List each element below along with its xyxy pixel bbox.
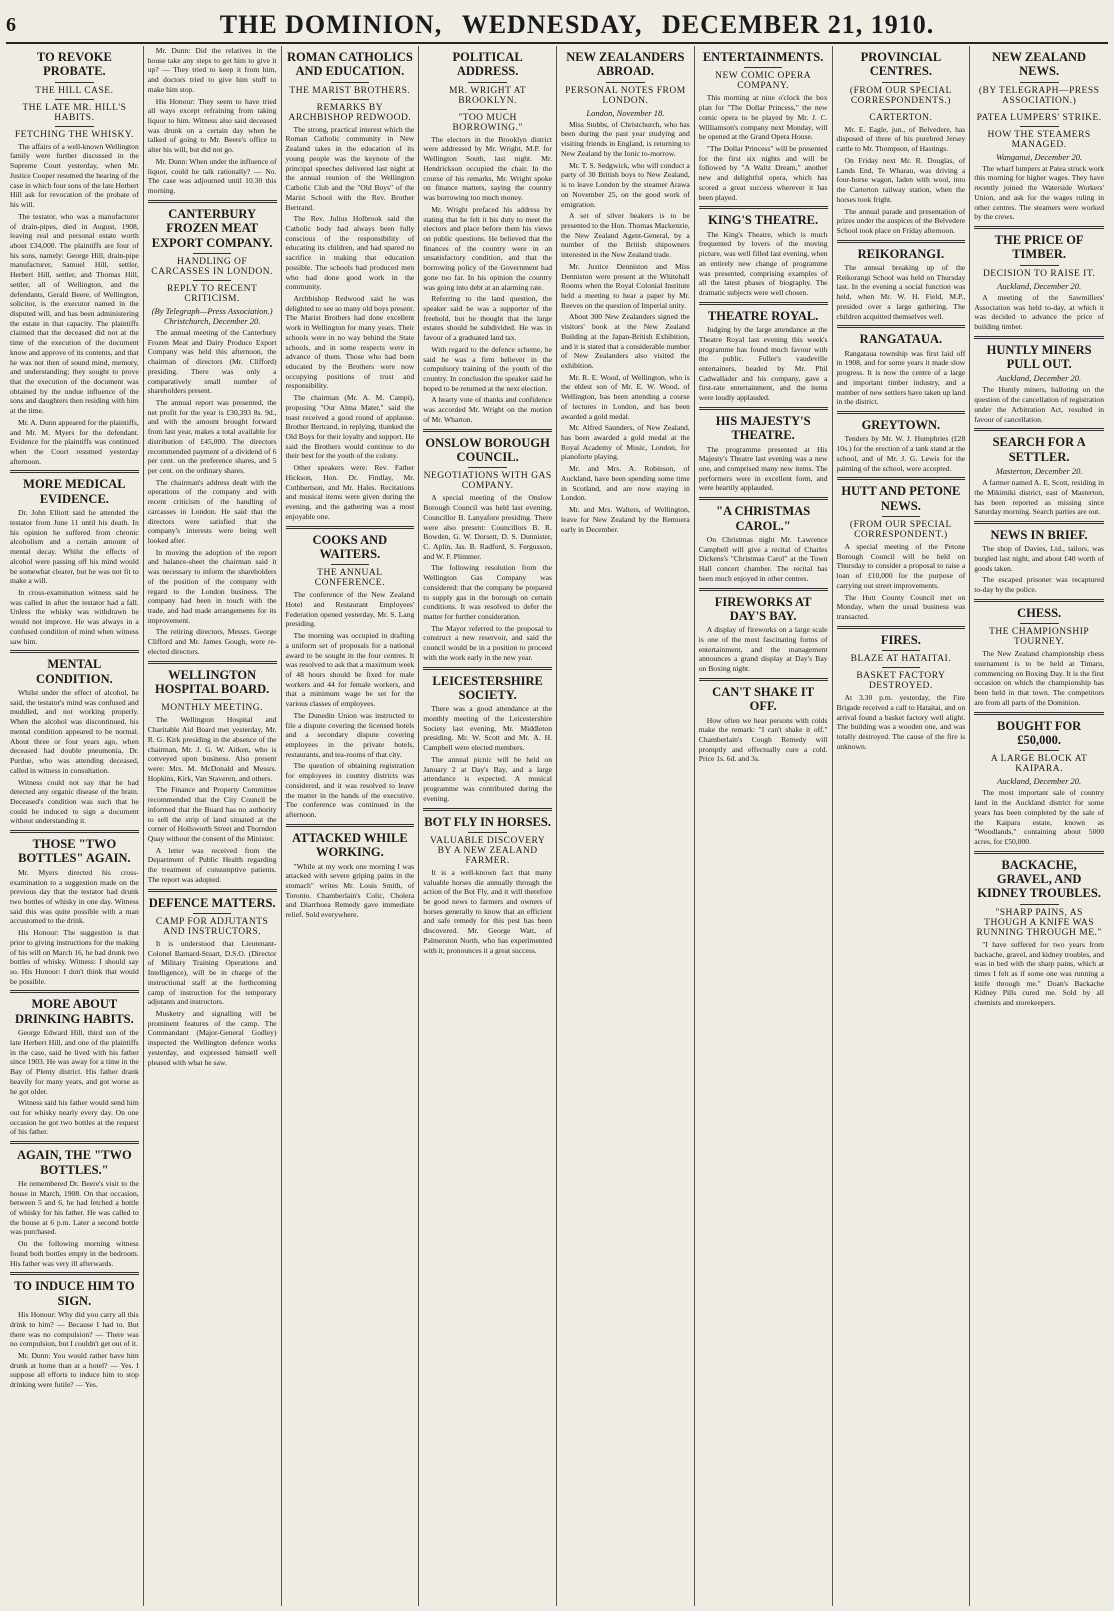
divider [423, 429, 552, 432]
article-headline: BOT FLY IN HORSES. [424, 814, 551, 829]
article-subhead: HOW THE STEAMERS MANAGED. [987, 129, 1091, 150]
divider [974, 712, 1104, 715]
article-subhead: THE CHAMPIONSHIP TOURNEY. [989, 627, 1090, 648]
short-rule [744, 67, 783, 68]
article-headline: THEATRE ROYAL. [707, 308, 819, 323]
article-subhead: THE ANNUAL CONFERENCE. [314, 568, 385, 589]
paragraph: Mr. Alfred Saunders, of New Zealand, has been awarded a gold medal at the Royal Academy of Music, London, for pianoforte playing. [561, 423, 690, 462]
article-subhead: "SHARP PAINS, AS THOUGH A KNIFE WAS RUNNING THROUGH ME." [976, 907, 1102, 938]
paragraph: A farmer named A. E. Scott, residing in the Mikimiki district, east of Masterton, has been reported as missing since Saturday morning. Search parties are out. [974, 478, 1104, 517]
divider [837, 411, 966, 414]
column-8 [970, 46, 1108, 1606]
paragraph: On the following morning witness found both bottles empty in the bedroom. His father was very ill afterwards. [10, 1239, 139, 1268]
divider [974, 428, 1104, 431]
article-subhead: THE LATE MR. HILL'S HABITS. [22, 102, 127, 123]
paragraph: The New Zealand championship chess tournament is to be held at Timaru, commencing on Boxing Day. It is the first occasion on which the championship has been held in that town. The competitors are from all parts of the Dominion. [974, 649, 1104, 707]
paragraph: Mr. T. S. Sedgwick, who will conduct a party of 30 British boys to New Zealand, is to leave London by the steamer Arawa on November 25, on the good work of emigration. [561, 160, 690, 209]
paragraph: The electors in the Brooklyn district were addressed by Mr. Wright, M.P. for Wellington South, last night. Mr. Hendrickson occupied the chair. In the course of his remarks, Mr. Wright spoke on finance matters, saying the country was borrowing too much money. [423, 134, 552, 203]
paragraph: At 3.30 p.m. yesterday, the Fire Brigade received a call to Hataitai, and on arrival found a basket factory well alight. The building was a wooden one, and was totally destroyed. The cause of the fire is unknown. [836, 693, 966, 751]
paragraph: "While at my work one morning I was attacked with severe griping pains in the stomach" writes Mr. Louis Smith, of Toronto. Chamberlain's Colic, Cholera and Diarrhoea Remedy gave immediate relief. Sold everywhere. [285, 861, 415, 920]
column-1 [6, 46, 144, 1606]
dateline: London, November 18. [586, 107, 665, 118]
article [10, 650, 139, 826]
paragraph: George Edward Hill, third son of the late Herbert Hill, and one of the plaintiffs in the case, said he lived with his father since 1903. He was away for a time in the Bay of Plenty district. His father drank heavily for many years, and got worse as he got older. [10, 1028, 139, 1096]
article-headline: HIS MAJESTY'S THEATRE. [715, 413, 811, 443]
article [837, 477, 966, 622]
short-rule [882, 109, 921, 110]
article-subhead: DECISION TO RAISE IT. [982, 268, 1096, 279]
paragraph: With regard to the defence scheme, he said he was a firm believer in the compulsory training of the youth of the country. In conclusion the speaker said he hoped to be returned at the next election. [423, 344, 552, 393]
paragraph: The chairman (Mr. A. M. Campi), proposing "Our Alma Mater," said the toast received a good round of applause. Brother Bertrand, in replying, thanked the Old Boys for their loyalty and support. He said the Brothers would continue to do their best for the youth of the colony. [285, 393, 415, 461]
article [423, 808, 552, 956]
article [10, 830, 139, 986]
article [10, 1272, 139, 1390]
paragraph: It is a well-known fact that many valuable horses die annually through the action of the Bot Fly, and it will therefore be good news to farmers and owners of horses generally to know that an efficient and safe remedy for this pest has been discovered. Mr. George Watt, of Palmerston North, who has experimented with it, pronounces it a great success. [423, 867, 552, 955]
paragraph: Mr. Dunn: When under the influence of liquor, could he talk rationally? — No. The case was adjourned until 10.30 this morning. [147, 156, 277, 196]
dateline: (By Telegraph—Press Association.) Christchurch, December 20. [151, 305, 273, 326]
paragraph: Mr. Dunn: You would rather have him drunk at home than at a hotel? — Yes. I suppose all efforts to induce him to stop drinking were futile? — Yes. [10, 1350, 139, 1390]
divider [423, 667, 552, 670]
divider [10, 1272, 139, 1275]
dateline: Auckland, December 20. [997, 776, 1082, 787]
article-subhead: MONTHLY MEETING. [161, 703, 263, 714]
paragraph: This morning at nine o'clock the box plan for "The Dollar Princess," the new comic opera to be played by Mr. J. C. Williamson's company next Monday, will be opened at the Grand Opera House. [698, 93, 828, 142]
article-headline: HUTT AND PETONE NEWS. [841, 484, 961, 513]
article-headline: CAN'T SHAKE IT OFF. [712, 684, 815, 714]
paragraph: There was a good attendance at the monthly meeting of the Leicestershire Society last evening, Mr. Middleton presiding. Mr. W. Scott and Mr. A. H. Campbell were elected members. [423, 704, 552, 753]
article [837, 411, 966, 473]
paragraph: Rangataua township was first laid off in 1908, and for some years it made slow progress. It is now the centre of a large and important timber industry, and a number of new settlers have taken up land in the district. [836, 348, 966, 407]
paragraph: Mr. and Mrs. A. Robinson, of Auckland, have been spending some time in Scotland, and are now staying in London. [561, 464, 690, 503]
short-rule [1020, 82, 1059, 83]
short-rule [193, 913, 232, 914]
paragraph: The Huntly miners, balloting on the question of the cancellation of registration under the Arbitration Act, resulted in favour of cancellation. [974, 385, 1104, 424]
paragraph: His Honour: They seem to have tried all ways except refraining from taking liquor to him. Witness also said deceased was drunk on a certain day when he talked of going to Mr. Beere's office to alter his will, but did not go. [147, 96, 277, 155]
paragraph: The Finance and Property Committee recommended that the City Council be informed that the Board has no authority to sell the strip of land situated at the corner of Hollsworth Street and Thorndon Quay without the consent of the Minister. [147, 785, 277, 843]
paragraph: Mr. Wright prefaced his address by stating that he felt it his duty to meet the electors and place before them his views on public questions. He believed that the finances of the country were in an unsatisfactory condition, and that the borrowing policy of the Government had gone too far. In his opinion the country was going into debt at an alarming rate. [423, 204, 552, 292]
short-rule [193, 280, 232, 281]
article [148, 46, 277, 196]
paragraph: The annual parade and presentation of prizes under the auspices of the Belvedere School took place on Friday afternoon. [836, 206, 966, 235]
article [10, 990, 139, 1137]
article-headline: ONSLOW BOROUGH COUNCIL. [425, 435, 550, 464]
article [974, 428, 1104, 517]
divider [286, 824, 415, 827]
paragraph: A special meeting of the Petone Borough Council will be held on Thursday to consider a proposal to raise a loan of £10,000 for the purpose of carrying out street improvements. [836, 542, 966, 590]
divider [974, 599, 1104, 602]
divider [286, 526, 415, 529]
paragraph: The following resolution from the Wellington Gas Company was considered: that the company be prepared to supply gas in the borough on certain conditions. It was resolved to defer the matter for further consideration. [423, 563, 552, 621]
short-rule [193, 699, 232, 700]
divider [699, 407, 828, 410]
article-headline: WELLINGTON HOSPITAL BOARD. [154, 667, 270, 696]
short-rule [882, 82, 921, 83]
paragraph: The annual report was presented, the net profit for the year is £30,393 8s. 9d., and with the amount brought forward from last year, makes a total available for distribution of £45,000. The directors recommended payment of a dividend of 6 per cent. on the preference shares, and 5 per cent. on the ordinary shares. [147, 397, 277, 475]
short-rule [55, 82, 94, 83]
paragraph: Tenders by Mr. W. J. Humphries (£28 10s.) for the erection of a tank stand at the school, and of Mr. J. G. Lewis for the painting of the school, were accepted. [836, 434, 966, 473]
article-headline: CHESS. [1017, 605, 1062, 620]
article-headline: CANTERBURY FROZEN MEAT EXPORT COMPANY. [151, 206, 273, 250]
divider [10, 1141, 139, 1144]
short-rule [1020, 904, 1059, 905]
paragraph: A letter was received from the Department of Public Health regarding the treatment of consumptive patients. The report was adopted. [147, 845, 277, 884]
article-subhead: THE HILL CASE. [35, 85, 114, 96]
paragraph: How often we hear persons with colds make the remark: "I can't shake it off." Chamberlain's Cough Remedy will promptly and effectually cure a cold. Price 1s. 6d. and 3s. [698, 715, 828, 764]
paragraph: Mr. E. Eagle, jun., of Belvedere, has disposed of three of his purebred Jersey cattle to Mr. Thompson, of Hastings. [836, 124, 966, 154]
article-headline: DEFENCE MATTERS. [148, 895, 276, 910]
article-headline: NEWS IN BRIEF. [990, 527, 1088, 542]
paragraph: Judging by the large attendance at the Theatre Royal last evening this week's programme has found much favour with the public. Fuller's vaudeville entertainers, headed by Mr. Phil Cadwallader and his company, gave a first-rate entertainment, and the items were loudly applauded. [698, 325, 828, 403]
short-rule [606, 82, 645, 83]
article-headline: BOUGHT FOR £50,000. [997, 718, 1082, 747]
paragraph: Other speakers were: Rev. Father Hickson, Hon. Dr. Findlay, Mr. Cuthbertson, and Mr. Hales. Recitations and musical items were given during the evening, and the gathering was a most enjoyable one. [285, 463, 415, 521]
article [699, 206, 828, 297]
short-rule [1020, 126, 1059, 127]
paragraph: Whilst under the effect of alcohol, he said, the testator's mind was confused and muddled, and not working properly. When the alcohol was discontinued, his mental condition appeared to be normal. About three or four years ago, when deceased had double pneumonia, Dr. Purdue, who was attending deceased, called in witness in consultation. [10, 688, 139, 775]
article-subhead: THE MARIST BROTHERS. [289, 85, 411, 96]
divider [699, 302, 828, 305]
paragraph: The most important sale of country land in the Auckland district for some years has been completed by the sale of the Kaipara estate, known as "Woodlands," containing about 5000 acres, for £50,000. [974, 788, 1104, 846]
article [148, 661, 277, 885]
article-headline: FIREWORKS AT DAY'S BAY. [714, 594, 812, 623]
paragraph: Dr. John Elliott said he attended the testator from June 11 until his death. In his opinion he suffered from chronic alcoholism and a certain amount of mental decay. Whilst the effects of alcohol were passing off his mind would be somewhat clearer, but he was not fit to make a will. [10, 508, 139, 586]
paragraph: A special meeting of the Onslow Borough Council was held last evening, Councillor B. Lanyafore presiding. There were also present: Councillors B. R. Bowden, G. W. Dorsett, D. S. Dunnister, C. Aplin, Jas. B. Radford, S. Fergusson, and W. F. Plimmer. [423, 493, 552, 561]
paragraph: A display of fireworks on a large scale is one of the most fascinating forms of entertainment, and the management announces a grand display at Day's Bay on Boxing night. [698, 625, 828, 674]
article [974, 50, 1104, 222]
article-subhead: "TOO MUCH BORROWING." [452, 112, 523, 133]
article-subhead: PATEA LUMPERS' STRIKE. [976, 112, 1102, 123]
article-headline: SEARCH FOR A SETTLER. [992, 435, 1086, 464]
divider [974, 521, 1104, 524]
article [699, 302, 828, 403]
short-rule [882, 650, 921, 651]
article [148, 889, 277, 1068]
short-rule [1020, 109, 1059, 110]
paragraph: The programme presented at His Majesty's Theatre last evening was a new one, and comprised many new items. The performers were in excellent form, and were heartily applauded. [698, 444, 828, 493]
divider [974, 851, 1104, 854]
masthead [6, 8, 1108, 44]
paragraph: The annual meeting of the Canterbury Frozen Meat and Dairy Produce Export Company was held this afternoon, the chairman of directors (Mr. Clifford) presiding. There was only a comparatively small number of shareholders present. [147, 327, 277, 396]
paper-title [46, 10, 1108, 40]
article [10, 50, 139, 466]
article-subhead: FETCHING THE WHISKY. [14, 129, 134, 140]
weekday: WEDNESDAY, [461, 10, 643, 39]
divider [974, 336, 1104, 339]
short-rule [55, 126, 94, 127]
paragraph: He remembered Dr. Beere's visit to the house in March, 1908. On that occasion, between 5 and 6, he had fetched a bottle of whisky for his father. He was called to the house at 6 p.m. Later a second bottle was purchased. [10, 1178, 139, 1237]
paragraph: A hearty vote of thanks and confidence was accorded Mr. Wright on the motion of Mr. Wharton. [423, 395, 552, 424]
article-headline: NEW ZEALAND NEWS. [992, 50, 1087, 79]
article-headline: KING'S THEATRE. [708, 213, 819, 228]
article-headline: ENTERTAINMENTS. [702, 50, 824, 64]
dateline: Auckland, December 20. [997, 280, 1082, 291]
article-headline: POLITICAL ADDRESS. [452, 50, 523, 79]
article [423, 667, 552, 804]
divider [974, 226, 1104, 229]
divider [699, 588, 828, 591]
article [286, 50, 415, 522]
paragraph: His Honour: Why did you carry all this drink to him? — Because I had to. But there was no compulsion? — There was no compulsion, but I couldn't get out of it. [10, 1310, 139, 1349]
article-subhead: (FROM OUR SPECIAL CORRESPONDENTS.) [849, 85, 952, 106]
paragraph: The morning was occupied in drafting a uniform set of proposals for a national award to be sought in the four centres. It was resolved to ask that a maximum week of 48 hours should be fixed for male workers and 44 for female workers, and that a minimum wage be set for the various classes of employees. [285, 631, 415, 709]
article [286, 526, 415, 820]
paragraph: Mr. A. Dunn appeared for the plaintiffs, and Mr. M. Myers for the defendant. Evidence for the plaintiffs was continued when the Court resumed yesterday afternoon. [10, 417, 139, 466]
short-rule [468, 109, 507, 110]
article-subhead: MR. WRIGHT AT BROOKLYN. [449, 85, 527, 106]
issue-date: DECEMBER 21, 1910. [661, 10, 935, 39]
article [837, 50, 966, 236]
article-headline: REIKORANGI. [857, 246, 945, 261]
short-rule [1020, 750, 1059, 751]
article-subhead: BLAZE AT HATAITAI. [850, 654, 952, 665]
article-headline: BACKACHE, GRAVEL, AND KIDNEY TROUBLES. [977, 857, 1101, 901]
article [148, 200, 277, 657]
paper-name: THE DOMINION, [219, 10, 443, 39]
article-subhead: NEW COMIC OPERA COMPANY. [715, 71, 812, 92]
paragraph: A set of silver beakers is to be presented to the Hon. Thomas Mackenzie, the New Zealand Agent-General, by a number of the British shipowners interested in the New Zealand trade. [561, 211, 690, 260]
paragraph: The annual picnic will be held on January 2 at Day's Bay, and a large attendance is expected. A musical programme was contributed during the evening. [423, 754, 552, 803]
article [974, 599, 1104, 708]
short-rule [882, 667, 921, 668]
column-7 [833, 46, 971, 1606]
article-subhead: NEGOTIATIONS WITH GAS COMPANY. [423, 471, 552, 492]
paragraph: The wharf lumpers at Patea struck work this morning for higher wages. They have recently joined the Waterside Workers' Union, and ask for the wages ruling in other centres. The steamers were worked by the crews. [974, 163, 1104, 222]
divider [10, 990, 139, 993]
paragraph: "The Dollar Princess" will be presented for the first six nights and will be followed by "A Waltz Dream," another new and delightful opera, which has scored a great success wherever it has been played. [698, 143, 828, 202]
paragraph: Mr. Myers directed his cross-examination to a suggestion made on the previous day that the testator had drunk two bottles of whisky in one day. Witness said this was quite possible with a man accustomed to the drink. [10, 867, 139, 926]
article-subhead: REMARKS BY ARCHBISHOP REDWOOD. [288, 102, 412, 123]
article-headline: ROMAN CATHOLICS AND EDUCATION. [286, 50, 413, 79]
short-rule [55, 99, 94, 100]
article [699, 50, 828, 202]
paragraph: Mr. Dunn: Did the relatives in the house take any steps to get him to give it up? — They tried to keep it from him, and doctors tried to give him stuff to make him stop. [147, 46, 277, 94]
divider [10, 830, 139, 833]
page-number: 6 [6, 13, 16, 36]
article-subhead: REPLY TO RECENT CRITICISM. [166, 283, 258, 304]
article-headline: PROVINCIAL CENTRES. [860, 50, 942, 79]
divider [837, 477, 966, 480]
article-headline: MORE MEDICAL EVIDENCE. [23, 477, 126, 506]
dateline: Auckland, December 20. [997, 373, 1082, 384]
article-headline: LEICESTERSHIRE SOCIETY. [432, 673, 543, 702]
divider [699, 206, 828, 209]
article-subhead: BASKET FACTORY DESTROYED. [856, 671, 946, 692]
article [699, 588, 828, 674]
article-subhead: (BY TELEGRAPH—PRESS ASSOCIATION.) [978, 85, 1100, 106]
article [10, 470, 139, 646]
article-subhead: A LARGE BLOCK AT KAIPARA. [990, 754, 1088, 775]
paragraph: Archbishop Redwood said he was delighted to see so many old boys present. The Marist Brothers had done excellent work in Wellington for many years. Their schools were in no way behind the State schools, and in some respects were in advance of them. Those who had been educated by the Brothers were now occupying positions of trust and responsibility. [285, 293, 415, 391]
paragraph: Mr. Justice Denniston and Miss Denniston were present at the Whitehall Rooms when the Royal Colonial Institute held a meeting to hear a paper by Mr. Reeves on the question of Imperial unity. [561, 261, 690, 310]
article-headline: NEW ZEALANDERS ABROAD. [566, 50, 685, 79]
paragraph: The retiring directors, Messrs. George Clifford and Mr. James Gough, were re-elected directors. [147, 627, 277, 656]
short-rule [331, 99, 370, 100]
divider [837, 325, 966, 328]
paragraph: The Wellington Hospital and Charitable Aid Board met yesterday, Mr. R. G. Kirk presiding in the absence of the chairman, Mr. J. G. W. Aitken, who is conveyed upon business. Also present were: Mrs. M. McDonald and Messrs. Hopkins, Kirk, Van Staveren, and others. [147, 715, 277, 783]
article [10, 1141, 139, 1268]
paragraph: The escaped prisoner was recaptured to-day by the police. [974, 575, 1104, 595]
article [699, 407, 828, 493]
paragraph: Witness could not say that he had detected any organic disease of the brain. Deceased's condition was such that he could be induced to sign a document without understanding it. [10, 777, 139, 826]
divider [423, 808, 552, 811]
divider [837, 240, 966, 243]
dateline: Wanganui, December 20. [996, 151, 1083, 162]
article-headline: THOSE "TWO BOTTLES" AGAIN. [18, 837, 131, 866]
article [974, 851, 1104, 1008]
column-6 [695, 46, 833, 1606]
columns [6, 46, 1108, 1606]
article [837, 626, 966, 752]
paragraph: A meeting of the Sawmillers' Association was held to-day, at which it was decided to advance the price of building timber. [974, 292, 1104, 331]
article-headline: HUNTLY MINERS PULL OUT. [986, 342, 1092, 372]
paragraph: The testator, who was a manufacturer of drain-pipes, died in August, 1908, leaving real and personal estate worth about £34,000. The plaintiffs are four of his sons, namely: George Hill, drain-pipe manufacturer, Samuel Hill, settler, Herbert Hill, settler, and Thomas Hill, settler, all of Wellington, and the defendants, Gerald Beere, of Wellington, solicitor, is the executor named in the disputed will, and has been administering the estate in that capacity. The plaintiffs claimed that the deceased did not at the time of the execution of the document know and approve of its contents, and that he was not then of sound mind, memory, and understanding; they sought to prove that the execution of the document was obtained by the undue influence of the sons and daughters then residing with him at the time. [10, 211, 139, 416]
short-rule [468, 467, 507, 468]
paragraph: Referring to the land question, the speaker said he was a supporter of the freehold, but he thought that the large estates should be subdivided. He was in favour of a graduated land tax. [423, 294, 552, 343]
paragraph: The shop of Davies, Ltd., tailors, was burgled last night, and about £40 worth of goods taken. [974, 544, 1104, 573]
short-rule [468, 82, 507, 83]
paragraph: Musketry and signalling will be prominent features of the camp. The Commandant (Major-General Godley) inspected the Wellington defence works yesterday, and expressed himself well pleased with what he saw. [147, 1009, 277, 1067]
paragraph: The conference of the New Zealand Hotel and Restaurant Employees' Federation opened yesterday, Mr. S. Lang presiding. [285, 590, 415, 629]
paragraph: The annual breaking up of the Reikorangi School was held on Thursday last. In the evening a social function was held, when Mr. W. H. Field, M.P., presided over a large gathering. The children acquitted themselves well. [836, 263, 966, 321]
paragraph: In cross-examination witness said he was called in after the testator had a fall. Unless the whisky was withdrawn he would not improve. He was always in a confused condition of mind when witness saw him. [10, 587, 139, 646]
column-3 [282, 46, 420, 1606]
divider [10, 650, 139, 653]
article-subhead: CARTERTON. [869, 112, 933, 123]
article [286, 824, 415, 920]
article-subhead: HANDLING OF CARCASSES IN LONDON. [151, 256, 273, 277]
paragraph: On Christmas night Mr. Lawrence Campbell will give a recital of Charles Dickens's "Christmas Carol" at the Town Hall concert chamber. The recital has been much enjoyed in other centres. [698, 534, 828, 583]
divider [699, 497, 828, 500]
short-rule [882, 516, 921, 517]
article-headline: ATTACKED WHILE WORKING. [292, 830, 408, 860]
short-rule [331, 564, 370, 565]
paragraph: The affairs of a well-known Wellington family were further discussed in the Supreme Court yesterday, when Mr. Justice Cooper resumed the hearing of the case in which four sons of the late Herbert Hill ask for revocation of the probate of his will. [10, 141, 139, 210]
article-subhead: VALUABLE DISCOVERY BY A NEW ZEALAND FARMER. [430, 835, 546, 866]
divider [148, 200, 277, 203]
paragraph: In moving the adoption of the report and balance-sheet the chairman said it was necessary to inform the shareholders of the position of the company with regard to the London business. The company had been in touch with the trade, and had made arrangements for its improvement. [147, 547, 277, 625]
column-5 [557, 46, 695, 1606]
paragraph: Mr. R. E. Wood, of Wellington, who is the eldest son of Mr. E. W. Wood, of Wellington, has been attending a course of lectures in London, and has been awarded a gold medal. [561, 372, 690, 421]
divider [837, 626, 966, 629]
dateline: Masterton, December 20. [995, 466, 1083, 477]
divider [10, 470, 139, 473]
article [837, 240, 966, 322]
article [423, 50, 552, 425]
article [837, 325, 966, 407]
short-rule [193, 253, 232, 254]
article-headline: FIRES. [880, 632, 921, 647]
article-subhead: PERSONAL NOTES FROM LONDON. [565, 85, 686, 106]
article-subhead: CAMP FOR ADJUTANTS AND INSTRUCTORS. [155, 916, 269, 937]
short-rule [468, 832, 507, 833]
article [974, 336, 1104, 425]
article-headline: THE PRICE OF TIMBER. [994, 233, 1084, 262]
article-headline: TO REVOKE PROBATE. [36, 50, 112, 79]
divider [148, 889, 277, 892]
article [561, 50, 690, 534]
article-headline: RANGATAUA. [859, 332, 943, 347]
article-headline: AGAIN, THE "TWO BOTTLES." [17, 1148, 132, 1177]
article [974, 226, 1104, 332]
article [423, 429, 552, 663]
column-2 [144, 46, 282, 1606]
article-headline: TO INDUCE HIM TO SIGN. [14, 1279, 135, 1308]
paragraph: The strong, practical interest which the Roman Catholic community in New Zealand takes in the education of its young people was the keynote of the principal speeches delivered last night at the annual reunion of the Wellington Catholic Club and the "Old Boys" of the Marist School with the Rev. Brother Bertrand. [285, 124, 415, 212]
column-4 [419, 46, 557, 1606]
short-rule [1020, 265, 1059, 266]
divider [699, 678, 828, 681]
short-rule [331, 82, 370, 83]
article [974, 712, 1104, 847]
paragraph: The question of obtaining registration for employees in country districts was considered, and it was resolved to leave the matter in the hands of the executive. The conference was continued in the afternoon. [285, 761, 415, 820]
paragraph: Miss Stubbs, of Christchurch, who has been during the past year studying and visiting friends in England, is returning to New Zealand by the Ionic to-morrow. [561, 119, 690, 158]
article [699, 678, 828, 764]
paragraph: "I have suffered for two years from backache, gravel, and kidney troubles, and was in bed with the sharp pains, which at times I felt as if some one was running a knife through me." Doan's Backache Kidney Pills cured me. Sold by all chemists and storekeepers. [974, 939, 1104, 1008]
article-subhead: (FROM OUR SPECIAL CORRESPONDENT.) [849, 520, 952, 541]
article [974, 521, 1104, 595]
short-rule [1020, 623, 1059, 624]
paragraph: About 300 New Zealanders signed the visitors' book at the New Zealand Building at the Japan-British Exhibition, and it is stated that a considerable number of New Zealanders also visited the exhibition. [561, 312, 690, 370]
paragraph: Witness said his father would send him out for whisky nearly every day. On one occasion he got two bottles at the request of his father. [10, 1098, 139, 1137]
paragraph: On Friday next Mr. R. Douglas, of Lands End, Te Wharau, was driving a four-horse wagon, laden with wool, into the Carterton railway station, when the horses took fright. [836, 155, 966, 204]
paragraph: His Honour: The suggestion is that prior to giving instructions for the making of his will on March 16, he had drunk two bottles of whisky. Witness: I should say so. His Honour: I don't think that would be possible. [10, 928, 139, 986]
divider [148, 661, 277, 664]
article-headline: MENTAL CONDITION. [36, 657, 113, 686]
paragraph: The Mayor referred to the proposal to construct a new reservoir, and said the council would be in a position to proceed with the work early in the new year. [423, 623, 552, 662]
article-headline: MORE ABOUT DRINKING HABITS. [14, 997, 134, 1026]
article-headline: "A CHRISTMAS CAROL." [716, 504, 811, 533]
paragraph: Mr. and Mrs. Walters, of Wellington, leave for New Zealand by the Remuera early in December. [561, 505, 690, 534]
article-headline: GREYTOWN. [861, 418, 941, 433]
paragraph: It is understood that Lieutenant-Colonel Barnard-Stuart, D.S.O. (Director of Military Training Operations and Intelligence), will be in charge of the instructional staff at the forthcoming camp of instruction for the temporary adjutants and instructors. [147, 938, 277, 1007]
paragraph: The chairman's address dealt with the operations of the company and with recent criticism of the handling of carcasses in London. He said that the directors were satisfied that the company's interests were being well looked after. [147, 477, 277, 545]
paragraph: The Hutt County Council met on Monday, when the usual business was transacted. [836, 592, 966, 622]
paragraph: The Rev. Julius Holbrook said the Catholic body had always been fully conscious of the responsibility of educating its children, and had spared no sacrifice in making that education possible. The schools had produced men who had done good work in the community. [285, 214, 415, 292]
paragraph: The King's Theatre, which is much frequented by lovers of the moving picture, was well filled last evening, when an entirely new change of programme was presented, comprising examples of all the latest phases of biography. The dramatic subjects were well chosen. [698, 229, 828, 297]
article [699, 497, 828, 583]
article-headline: COOKS AND WAITERS. [312, 532, 388, 561]
paragraph: The Dunedin Union was instructed to file a dispute covering the licensed hotels and a secondary dispute covering employees in the private hotels, restaurants, and tea-rooms of that city. [285, 710, 415, 759]
